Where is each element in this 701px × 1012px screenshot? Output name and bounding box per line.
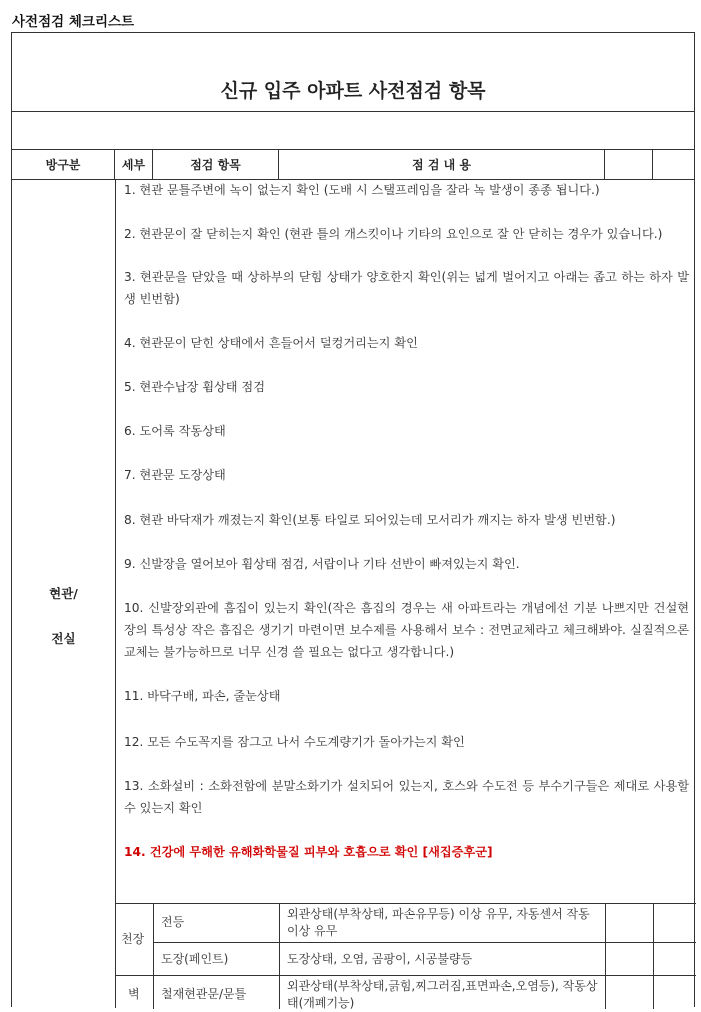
wall-label: 벽 xyxy=(128,987,140,1001)
checklist-table xyxy=(11,32,695,1010)
list-item: 5. 현관수납장 휨상태 점검 xyxy=(124,380,265,394)
section-entrance xyxy=(12,179,694,1008)
warning-item: 14. 건강에 무해한 유해화학물질 피부와 호흡으로 확인 [새집증후군] xyxy=(124,845,493,859)
header-row xyxy=(12,149,694,180)
list-item: 4. 현관문이 닫힌 상태에서 흔들어서 덜컹거리는지 확인 xyxy=(124,336,418,350)
wall-content-door: 외관상태(부착상태,긁힘,찌그러짐,표면파손,오염등), 작동상태(개폐기능) xyxy=(287,979,598,1010)
document-label: 사전점검 체크리스트 xyxy=(12,14,135,30)
category-name-line1: 현관/ xyxy=(49,586,78,601)
header-content: 점 검 내 용 xyxy=(279,149,605,179)
header-item: 점검 항목 xyxy=(153,149,279,179)
ceiling-item-paint: 도장(페인트) xyxy=(161,952,229,966)
header-check-2 xyxy=(653,149,696,179)
category-name-line2: 전실 xyxy=(51,631,76,646)
list-item: 10. 신발장외관에 흠집이 있는지 확인(작은 흠집의 경우는 새 아파트라는 개념에선 기분 나쁘지만 건설현장의 특성상 작은 흠집은 생기기 마련이면 보수제를 사용해서 보수 : 전면교체라고 체크해봐야. 실질적으론 교체는 불가능하므로 너무 신경 쓸 필요는 없다고 생각합니다.) xyxy=(124,601,689,659)
list-item: 13. 소화설비 : 소화전함에 분말소화기가 설치되어 있는지, 호스와 수도전 등 부수기구들은 제대로 사용할 수 있는지 확인 xyxy=(124,779,689,815)
list-item: 12. 모든 수도꼭지를 잠그고 나서 수도계량기가 돌아가는지 확인 xyxy=(124,735,465,749)
list-item: 6. 도어록 작동상태 xyxy=(124,424,226,438)
list-item: 11. 바닥구배, 파손, 줄눈상태 xyxy=(124,689,281,703)
page-title: 신규 입주 아파트 사전점검 항목 xyxy=(220,79,486,102)
list-item: 9. 신발장을 열어보아 휨상태 점검, 서랍이나 기타 선반이 빠져있는지 확인. xyxy=(124,557,520,571)
list-item: 8. 현관 바닥재가 깨졌는지 확인(보통 타일로 되어있는데 모서리가 깨지는 하자 발생 빈번함.) xyxy=(124,513,616,527)
blank-row xyxy=(12,111,694,150)
title-row xyxy=(12,33,694,112)
list-item: 1. 현관 문틀주변에 녹이 없는지 확인 (도배 시 스탤프레임을 잘라 녹 발생이 종종 됩니다.) xyxy=(124,183,600,197)
list-item: 7. 현관문 도장상태 xyxy=(124,468,226,482)
header-check-1 xyxy=(605,149,653,179)
ceiling-content-lighting: 외관상태(부착상태, 파손유무등) 이상 유무, 자동센서 작동 이상 유무 xyxy=(287,907,590,938)
list-item: 3. 현관문을 닫았을 때 상하부의 닫힘 상태가 양호한지 확인(위는 넓게 벌어지고 아래는 좁고 하는 하자 발생 빈번함) xyxy=(124,270,689,306)
ceiling-label: 천장 xyxy=(121,932,145,946)
category-column xyxy=(12,179,116,1008)
header-detail: 세부 xyxy=(115,149,153,179)
ceiling-content-paint: 도장상태, 오염, 곰팡이, 시공불량등 xyxy=(287,952,473,966)
sub-table xyxy=(115,903,696,1009)
header-area: 방구분 xyxy=(12,149,115,179)
ceiling-item-lighting: 전등 xyxy=(161,915,185,929)
wall-item-door: 철재현관문/문틀 xyxy=(161,987,247,1001)
list-item: 2. 현관문이 잘 닫히는지 확인 (현관 틀의 개스킷이나 기타의 요인으로 잘 안 닫히는 경우가 있습니다.) xyxy=(124,227,663,241)
